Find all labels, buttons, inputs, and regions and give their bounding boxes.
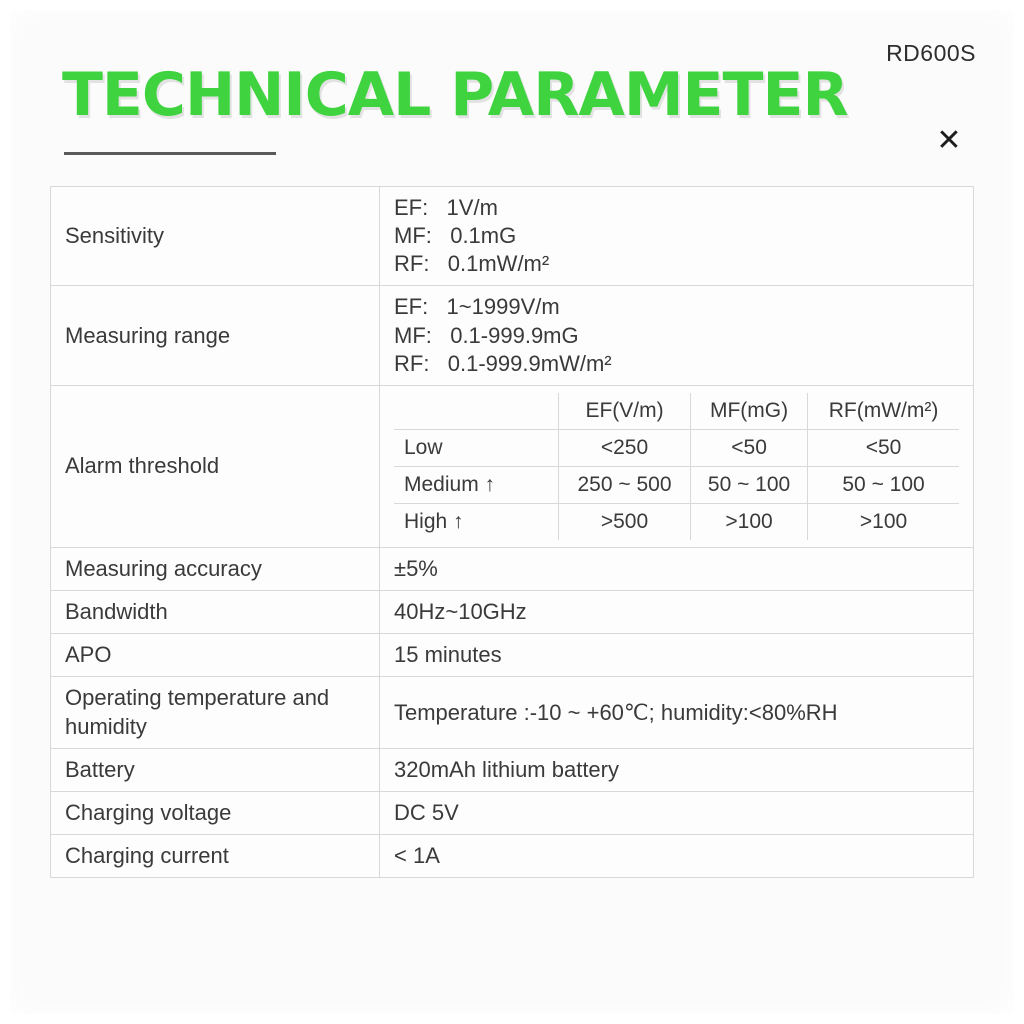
row-label: Charging current [51,835,380,878]
column-header-ef: EF(V/m) [559,393,691,430]
row-label: APO [51,634,380,677]
row-label: Battery [51,748,380,791]
row-value: 320mAh lithium battery [380,748,974,791]
value-line: EF: 1V/m [394,195,498,220]
level-label: Low [394,429,559,466]
table-row [51,791,974,834]
level-rf-value: 50 ~ 100 [808,466,959,503]
table-row [51,187,974,286]
level-mf-value: <50 [691,429,808,466]
row-value: DC 5V [380,791,974,834]
row-label: Bandwidth [51,591,380,634]
table-row [51,634,974,677]
level-ef-value: 250 ~ 500 [559,466,691,503]
value-line: MF: 0.1-999.9mG [394,322,579,348]
model-code: RD600S [886,40,976,66]
row-label: Operating temperature and humidity [51,677,380,748]
table-row [51,835,974,878]
level-label: Medium ↑ [394,466,559,503]
row-label: Measuring accuracy [51,547,380,590]
alarm-threshold-table [394,393,959,540]
level-mf-value: 50 ~ 100 [691,466,808,503]
title-underline [64,152,276,155]
close-icon[interactable]: ✕ [936,124,962,157]
row-value: 40Hz~10GHz [380,591,974,634]
column-header-rf: RF(mW/m²) [808,393,959,430]
value-line: EF: 1~1999V/m [394,294,560,320]
row-label: Sensitivity [51,187,380,286]
table-row [51,591,974,634]
row-label: Measuring range [51,286,380,385]
row-value: 15 minutes [380,634,974,677]
value-line: RF: 0.1mW/m² [394,251,550,277]
table-header-row [394,393,959,430]
row-value: ±5% [380,547,974,590]
page-title: TECHNICAL PARAMETER [62,60,848,130]
table-row [51,748,974,791]
table-row [51,385,974,547]
level-ef-value: >500 [559,503,691,540]
row-value [380,187,974,286]
spec-table [50,186,974,878]
table-row [394,503,959,540]
table-row [51,286,974,385]
column-header-mf: MF(mG) [691,393,808,430]
level-label: High ↑ [394,503,559,540]
row-value: < 1A [380,835,974,878]
table-row [394,466,959,503]
alarm-threshold-cell [380,385,974,547]
level-ef-value: <250 [559,429,691,466]
value-line: MF: 0.1mG [394,223,517,249]
table-row [394,429,959,466]
row-label: Alarm threshold [51,385,380,547]
level-rf-value: >100 [808,503,959,540]
table-row [51,547,974,590]
value-line: RF: 0.1-999.9mW/m² [394,350,612,376]
level-rf-value: <50 [808,429,959,466]
row-value: Temperature :-10 ~ +60℃; humidity:<80%RH [380,677,974,748]
table-row [51,677,974,748]
row-label: Charging voltage [51,791,380,834]
level-mf-value: >100 [691,503,808,540]
row-value [380,286,974,385]
column-header-blank [394,393,559,430]
